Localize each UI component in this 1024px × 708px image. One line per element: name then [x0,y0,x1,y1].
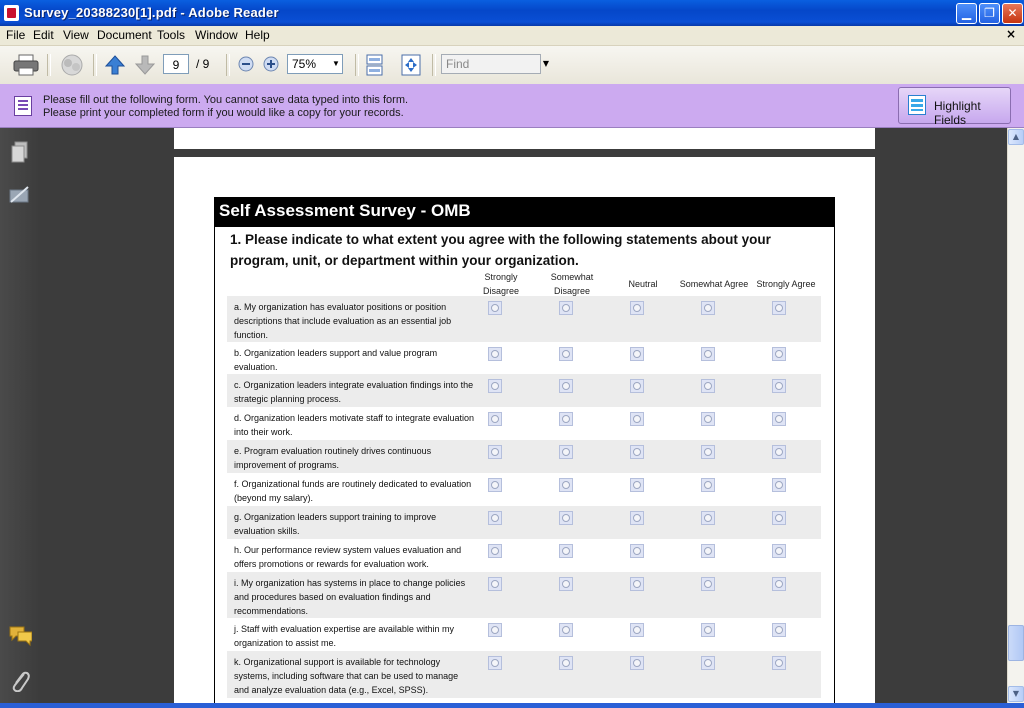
survey-row [227,440,821,473]
survey-row [227,296,821,342]
radio-button[interactable] [488,412,502,426]
taskbar-edge [0,703,1024,708]
survey-item-text: g. Organization leaders support training to improve evaluation skills. [234,512,437,536]
survey-row [227,651,821,698]
survey-row [227,618,821,651]
radio-button[interactable] [488,656,502,670]
survey-item-text: h. Our performance review system values evaluation and offers promotions or rewards for evaluation work. [234,545,462,569]
radio-button[interactable] [630,445,644,459]
radio-button[interactable] [488,544,502,558]
radio-button[interactable] [630,412,644,426]
document-view[interactable] [40,128,1007,708]
radio-button[interactable] [701,412,715,426]
menu-edit[interactable]: Edit [33,28,54,42]
zoom-value: 75% [292,57,317,71]
next-page-icon[interactable] [134,54,156,76]
navigation-pane [0,128,40,708]
radio-button[interactable] [488,301,502,315]
find-options-chevron-icon[interactable]: ▼ [542,59,550,68]
form-message [43,94,408,120]
radio-button[interactable] [559,412,573,426]
radio-button[interactable] [488,478,502,492]
radio-button[interactable] [559,347,573,361]
radio-button[interactable] [488,511,502,525]
survey-row [227,506,821,539]
survey-item-text: c. Organization leaders integrate evaluation findings into the strategic planning process. [234,380,474,404]
toolbar [0,46,1024,85]
highlight-fields-label: Highlight Fields [934,99,981,127]
minimize-button[interactable]: ▁ [956,3,977,24]
radio-button[interactable] [772,445,786,459]
survey-item-text: f. Organizational funds are routinely dedicated to evaluation (beyond my salary). [234,479,472,503]
menu-view[interactable]: View [63,28,89,42]
survey-item-text: k. Organizational support is available for technology systems, including software that can be used to manage and analyze evaluation data (e.g., Excel, SPSS). [234,657,459,695]
find-input[interactable]: Find [441,54,541,74]
radio-button[interactable] [630,301,644,315]
column-header: Strongly Disagree [482,272,520,296]
radio-button[interactable] [559,478,573,492]
window-title: Survey_20388230[1].pdf - Adobe Reader [24,5,279,20]
radio-button[interactable] [559,544,573,558]
radio-button[interactable] [701,577,715,591]
radio-button[interactable] [559,301,573,315]
radio-button[interactable] [772,544,786,558]
restore-button[interactable]: ❐ [979,3,1000,24]
survey-question: 1. Please indicate to what extent you agree with the following statements about your program, unit, or department within your organization. [230,232,771,268]
radio-button[interactable] [630,511,644,525]
scrollbar-thumb[interactable] [1008,625,1024,661]
survey-title: Self Assessment Survey - OMB [214,197,835,227]
close-button[interactable]: ✕ [1002,3,1023,24]
title-bar [0,0,1024,26]
fit-window-icon[interactable] [400,53,422,77]
scroll-up-arrow-icon[interactable]: ▲ [1008,129,1024,145]
radio-button[interactable] [772,656,786,670]
radio-button[interactable] [701,445,715,459]
survey-item-text: a. My organization has evaluator positions or position descriptions that include evaluation as an essential job function. [234,302,452,340]
radio-button[interactable] [630,478,644,492]
scroll-down-arrow-icon[interactable]: ▼ [1008,686,1024,702]
radio-button[interactable] [701,511,715,525]
survey-item-text: j. Staff with evaluation expertise are available within my organization to assist me. [234,624,454,648]
radio-button[interactable] [559,379,573,393]
column-header: Somewhat Agree [679,279,749,289]
radio-button[interactable] [772,379,786,393]
vertical-scrollbar[interactable] [1007,128,1024,703]
radio-button[interactable] [701,347,715,361]
radio-button[interactable] [559,445,573,459]
radio-button[interactable] [772,623,786,637]
radio-button[interactable] [559,623,573,637]
radio-button[interactable] [630,623,644,637]
column-header: Somewhat Disagree [550,272,594,296]
radio-button[interactable] [701,656,715,670]
radio-button[interactable] [772,478,786,492]
radio-button[interactable] [488,623,502,637]
chevron-down-icon[interactable]: ▼ [332,59,340,68]
radio-button[interactable] [772,577,786,591]
survey-item-text: i. My organization has systems in place to change policies and procedures based on evaluation findings and recommendations. [234,578,466,616]
radio-button[interactable] [701,478,715,492]
pdf-page [174,157,875,708]
radio-button[interactable] [559,577,573,591]
column-header: Neutral [628,279,658,289]
zoom-in-icon[interactable] [263,56,279,72]
adobe-reader-icon [4,5,19,21]
menu-file[interactable]: File [6,28,26,42]
radio-button[interactable] [488,379,502,393]
form-message-bar [0,84,1024,128]
survey-row [227,473,821,506]
scrolling-mode-icon[interactable] [365,54,385,76]
radio-button[interactable] [772,511,786,525]
signatures-icon[interactable] [8,184,32,208]
survey-row [227,374,821,407]
menu-document[interactable]: Document [97,28,152,42]
menu-bar [0,26,1024,46]
survey-item-text: b. Organization leaders support and value program evaluation. [234,348,438,372]
radio-button[interactable] [559,656,573,670]
zoom-out-icon[interactable] [238,56,254,72]
radio-button[interactable] [701,544,715,558]
pages-icon[interactable] [8,140,32,164]
attachments-paperclip-icon[interactable] [8,668,32,692]
menu-help[interactable]: Help [245,28,270,42]
radio-button[interactable] [630,379,644,393]
radio-button[interactable] [488,445,502,459]
radio-button[interactable] [701,623,715,637]
radio-button[interactable] [701,301,715,315]
close-document-icon[interactable]: × [1005,27,1016,41]
collaborate-icon[interactable] [58,53,86,77]
survey-item-text: d. Organization leaders motivate staff to integrate evaluation into their work. [234,413,474,437]
radio-button[interactable] [772,347,786,361]
radio-button[interactable] [701,379,715,393]
survey-item-text: e. Program evaluation routinely drives continuous improvement of programs. [234,446,432,470]
highlight-fields-icon [908,95,926,115]
menu-window[interactable]: Window [195,28,238,42]
survey-row [227,407,821,440]
radio-button[interactable] [488,577,502,591]
form-message-line2: Please print your completed form if you would like a copy for your records. [43,107,404,119]
print-icon[interactable] [13,54,39,76]
form-message-line1: Please fill out the following form. You cannot save data typed into this form. [43,94,409,106]
comments-icon[interactable] [8,624,32,648]
radio-button[interactable] [488,347,502,361]
radio-button[interactable] [772,301,786,315]
radio-button[interactable] [630,577,644,591]
radio-button[interactable] [772,412,786,426]
survey-row [227,342,821,374]
zoom-select[interactable] [287,54,343,74]
survey-row [227,539,821,572]
radio-button[interactable] [630,544,644,558]
radio-button[interactable] [630,347,644,361]
column-header: Strongly Agree [756,279,816,289]
menu-tools[interactable]: Tools [157,28,186,42]
radio-button[interactable] [630,656,644,670]
previous-page-icon[interactable] [104,54,126,76]
previous-page-bottom [174,128,875,149]
page-total: / 9 [196,57,210,71]
highlight-fields-button[interactable] [898,87,1011,127]
radio-button[interactable] [559,511,573,525]
form-icon [14,96,32,116]
survey-row [227,572,821,618]
page-number-input[interactable]: 9 [163,54,189,74]
